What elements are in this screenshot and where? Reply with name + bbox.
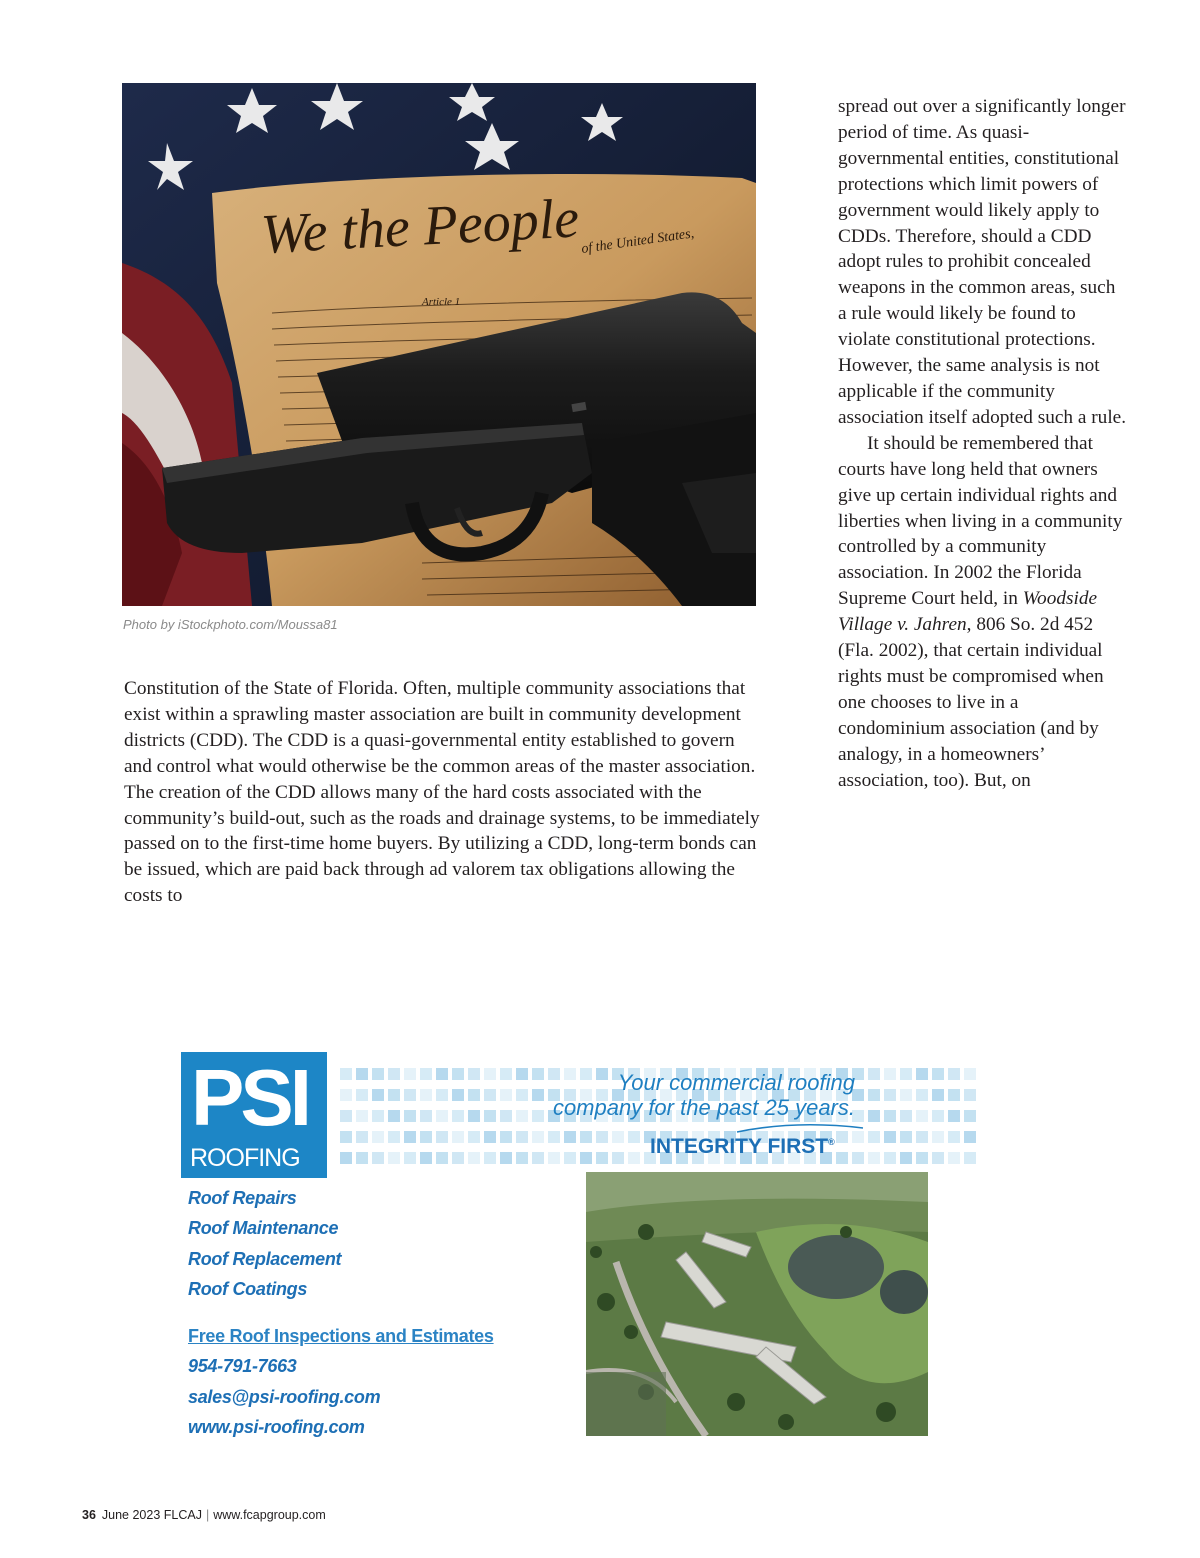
psi-roofing-advertisement[interactable] <box>180 1050 980 1440</box>
grid-tile <box>948 1110 960 1122</box>
grid-tile <box>420 1068 432 1080</box>
grid-tile <box>404 1089 416 1101</box>
grid-tile <box>436 1110 448 1122</box>
grid-tile <box>948 1131 960 1143</box>
grid-tile <box>356 1068 368 1080</box>
grid-tile <box>596 1131 608 1143</box>
grid-tile <box>388 1068 400 1080</box>
grid-tile <box>628 1152 640 1164</box>
grid-tile <box>516 1131 528 1143</box>
grid-tile <box>548 1131 560 1143</box>
grid-tile <box>932 1068 944 1080</box>
psi-roofing-logo <box>181 1052 327 1178</box>
grid-tile <box>484 1152 496 1164</box>
tagline-line-1: Your commercial roofing <box>617 1070 855 1095</box>
grid-tile <box>900 1068 912 1080</box>
phone-number[interactable]: 954-791-7663 <box>188 1356 297 1377</box>
ad-tagline <box>480 1070 855 1120</box>
grid-tile <box>484 1131 496 1143</box>
grid-tile <box>340 1089 352 1101</box>
aerial-view-illustration <box>586 1172 928 1436</box>
we-the-people-script: We the People <box>259 187 581 266</box>
grid-tile <box>868 1152 880 1164</box>
website-link[interactable]: www.psi-roofing.com <box>188 1416 365 1437</box>
tagline-line-2: company for the past 25 years. <box>552 1095 855 1120</box>
grid-tile <box>468 1068 480 1080</box>
grid-tile <box>836 1152 848 1164</box>
grid-tile <box>580 1131 592 1143</box>
grid-tile <box>404 1068 416 1080</box>
paragraph-2-text-end: , 806 So. 2d 452 (Fla. 2002), that certain individual rights must be compromised when one chooses to live in a condominium association (and by analogy, in a homeowners’ association, too). But, on <box>838 614 1104 791</box>
grid-tile <box>452 1131 464 1143</box>
grid-tile <box>404 1152 416 1164</box>
grid-tile <box>884 1131 896 1143</box>
grid-tile <box>372 1131 384 1143</box>
email-link[interactable]: sales@psi-roofing.com <box>188 1386 381 1407</box>
swoosh-icon <box>735 1122 865 1134</box>
grid-tile <box>884 1152 896 1164</box>
grid-tile <box>948 1152 960 1164</box>
logo-psi-text: PSI <box>191 1053 308 1142</box>
grid-tile <box>452 1068 464 1080</box>
grid-tile <box>868 1068 880 1080</box>
right-column-paragraph-2 <box>838 431 1128 794</box>
grid-tile <box>388 1152 400 1164</box>
grid-tile <box>580 1152 592 1164</box>
free-inspection-link[interactable]: Free Roof Inspections and Estimates <box>188 1326 494 1346</box>
grid-tile <box>340 1131 352 1143</box>
grid-tile <box>916 1068 928 1080</box>
page-footer <box>82 1508 326 1522</box>
page-number: 36 <box>82 1508 96 1522</box>
grid-tile <box>964 1152 976 1164</box>
integrity-text: INTEGRITY FIRST <box>650 1135 829 1158</box>
grid-tile <box>884 1089 896 1101</box>
article-body-text: Constitution of the State of Florida. Often, multiple community associations that exist within a sprawling master association are built in community development districts (CDD). The CDD is a quasi-governmental entity established to govern and control what would otherwise be the common areas of the master association. The creation of the CDD allows many of the hard costs associated with the community’s build-out, such as the roads and drainage systems, to be immediately passed on to the first-time home buyers. By utilizing a CDD, long-term bonds can be issued, which are paid back through ad valorem tax obligations allowing the costs to <box>124 678 760 907</box>
grid-tile <box>452 1152 464 1164</box>
grid-tile <box>372 1068 384 1080</box>
grid-tile <box>356 1152 368 1164</box>
issue-info: June 2023 FLCAJ <box>101 1508 202 1522</box>
grid-tile <box>964 1068 976 1080</box>
service-item: Roof Maintenance <box>188 1218 339 1239</box>
grid-tile <box>452 1110 464 1122</box>
grid-tile <box>340 1068 352 1080</box>
grid-tile <box>420 1110 432 1122</box>
grid-tile <box>900 1152 912 1164</box>
logo-roofing-text: ROOFING <box>190 1144 300 1172</box>
grid-tile <box>628 1131 640 1143</box>
footer-separator: | <box>205 1508 210 1522</box>
grid-tile <box>564 1152 576 1164</box>
grid-tile <box>900 1110 912 1122</box>
grid-tile <box>612 1131 624 1143</box>
grid-tile <box>372 1110 384 1122</box>
grid-tile <box>596 1152 608 1164</box>
grid-tile <box>916 1131 928 1143</box>
grid-tile <box>868 1089 880 1101</box>
grid-tile <box>932 1110 944 1122</box>
case-citation: Woodside Village v. Jahren <box>838 588 1098 636</box>
aerial-community-photo <box>586 1172 928 1436</box>
grid-tile <box>356 1110 368 1122</box>
service-item: Roof Replacement <box>188 1248 342 1269</box>
article-heading: Article 1 <box>422 296 461 308</box>
grid-tile <box>932 1152 944 1164</box>
grid-tile <box>868 1131 880 1143</box>
footer-url[interactable]: www.fcapgroup.com <box>213 1508 326 1522</box>
grid-tile <box>948 1068 960 1080</box>
grid-tile <box>900 1089 912 1101</box>
document-subtext: of the United States, <box>580 226 695 257</box>
right-column-paragraph-1: spread out over a significantly longer period of time. As quasi-governmental entities, constitutional protections which limit powers of government would likely apply to CDDs. Therefore, should a CDD adopt rules to prohibit concealed weapons in the common areas, such a rule would likely be found to violate constitutional protections. However, the same analysis is not applicable if the community association itself adopted such a rule. <box>838 96 1127 428</box>
grid-tile <box>948 1089 960 1101</box>
grid-tile <box>932 1131 944 1143</box>
grid-tile <box>420 1089 432 1101</box>
service-item: Roof Repairs <box>188 1188 297 1208</box>
grid-tile <box>964 1089 976 1101</box>
grid-tile <box>564 1131 576 1143</box>
grid-tile <box>340 1110 352 1122</box>
grid-tile <box>340 1152 352 1164</box>
grid-tile <box>372 1089 384 1101</box>
grid-tile <box>436 1152 448 1164</box>
grid-tile <box>468 1089 480 1101</box>
photo-credit: Photo by iStockphoto.com/Moussa81 <box>123 617 338 632</box>
grid-tile <box>436 1068 448 1080</box>
service-list <box>188 1183 341 1304</box>
grid-tile <box>468 1152 480 1164</box>
grid-tile <box>500 1131 512 1143</box>
grid-tile <box>372 1152 384 1164</box>
article-photo <box>122 83 756 606</box>
grid-tile <box>468 1131 480 1143</box>
grid-tile <box>900 1131 912 1143</box>
grid-tile <box>612 1152 624 1164</box>
grid-tile <box>916 1152 928 1164</box>
grid-tile <box>420 1131 432 1143</box>
grid-tile <box>964 1110 976 1122</box>
grid-tile <box>404 1110 416 1122</box>
right-column <box>838 94 1128 793</box>
service-item: Roof Coatings <box>188 1278 308 1299</box>
grid-tile <box>548 1152 560 1164</box>
contact-info <box>188 1321 494 1442</box>
grid-tile <box>916 1110 928 1122</box>
grid-tile <box>516 1152 528 1164</box>
grid-tile <box>356 1089 368 1101</box>
paragraph-2-text-start: It should be remembered that courts have long held that owners give up certain individual rights and liberties when living in a community controlled by a community association. In 2002 the Florida Supreme Court held, in <box>838 432 1123 610</box>
grid-tile <box>500 1152 512 1164</box>
grid-tile <box>452 1089 464 1101</box>
grid-tile <box>532 1152 544 1164</box>
grid-tile <box>852 1152 864 1164</box>
grid-tile <box>436 1131 448 1143</box>
grid-tile <box>532 1131 544 1143</box>
grid-tile <box>884 1110 896 1122</box>
grid-tile <box>388 1131 400 1143</box>
registered-mark: ® <box>828 1137 835 1147</box>
grid-tile <box>916 1089 928 1101</box>
grid-tile <box>356 1131 368 1143</box>
grid-tile <box>436 1089 448 1101</box>
grid-tile <box>884 1068 896 1080</box>
constitution-gun-illustration <box>122 83 756 606</box>
grid-tile <box>420 1152 432 1164</box>
grid-tile <box>932 1089 944 1101</box>
grid-tile <box>404 1131 416 1143</box>
grid-tile <box>868 1110 880 1122</box>
grid-tile <box>388 1089 400 1101</box>
grid-tile <box>468 1110 480 1122</box>
grid-tile <box>388 1110 400 1122</box>
grid-tile <box>964 1131 976 1143</box>
integrity-first-slogan <box>650 1135 835 1159</box>
